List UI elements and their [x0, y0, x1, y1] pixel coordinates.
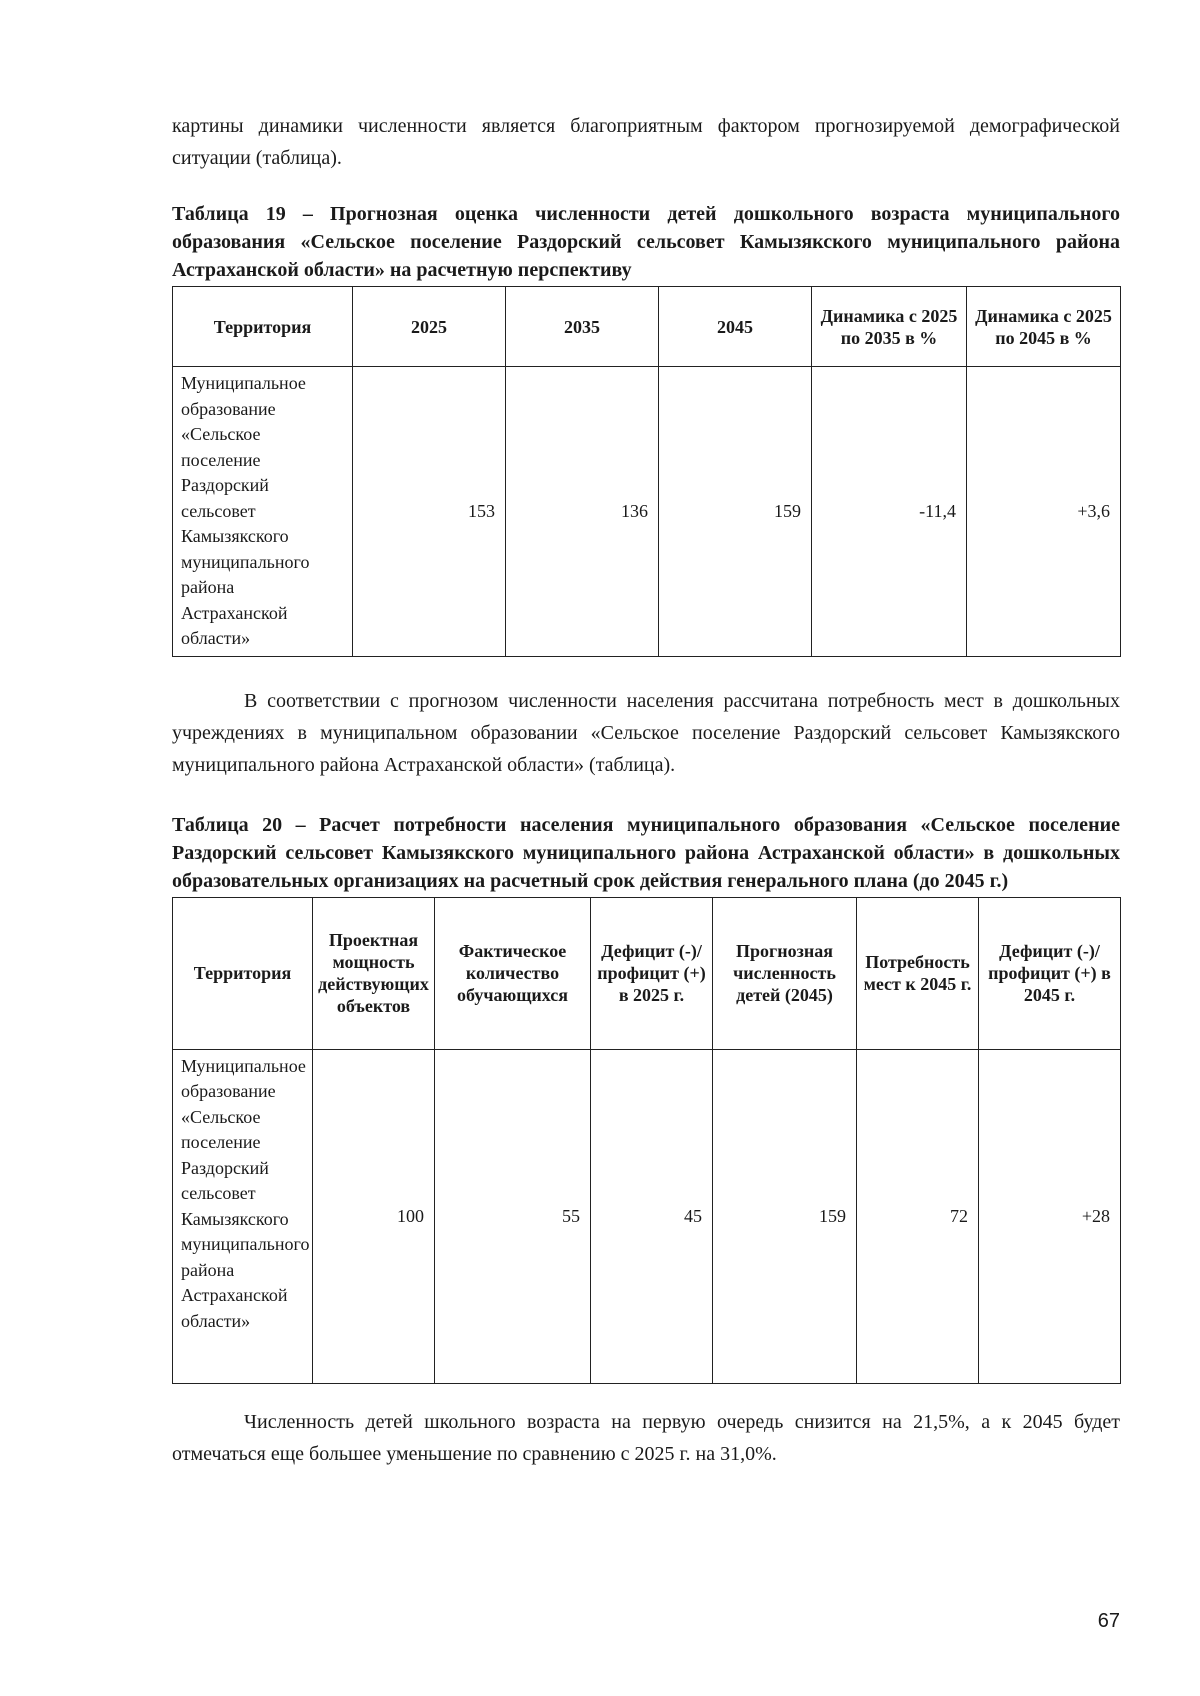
table-19-header-row: [173, 287, 1121, 367]
table-20-header-row: [173, 897, 1121, 1049]
table-19-territory-cell: Муниципальное образование «Сельское поселение Раздорский сельсовет Камызякского муниципального района Астраханской области»: [173, 367, 353, 657]
table-19-header-2035: 2035: [506, 287, 659, 367]
table-20-caption: Таблица 20 – Расчет потребности населения муниципального образования «Сельское поселение Раздорский сельсовет Камызякского муниципального района Астраханской области» в дошкольных образовательных организациях на расчетный срок действия генерального плана (до 2045 г.): [172, 813, 1120, 892]
page-content: [172, 110, 1120, 1470]
table-19-header-2045: 2045: [659, 287, 812, 367]
table-19: [172, 286, 1121, 657]
table-19-caption: Таблица 19 – Прогнозная оценка численности детей дошкольного возраста муниципального образования «Сельское поселение Раздорский сельсовет Камызякского муниципального района Астраханской области» на расчетную перспективу: [172, 203, 1120, 281]
table-20-header-places-needed: Потребность мест к 2045 г.: [857, 897, 979, 1049]
page-number: 67: [1097, 1610, 1120, 1632]
table-20-territory-cell: Муниципальное образование «Сельское поселение Раздорский сельсовет Камызякского муниципального района Астраханской области»: [173, 1049, 313, 1383]
table-19-header-2025: 2025: [353, 287, 506, 367]
table-row: [173, 1049, 1121, 1383]
table-19-value-dynamics-2045: +3,6: [967, 367, 1121, 657]
intro-paragraph: картины динамики численности является благоприятным фактором прогнозируемой демографической ситуации (таблица).: [172, 115, 1120, 169]
table-20-header-territory: Территория: [173, 897, 313, 1049]
closing-paragraph: Численность детей школьного возраста на первую очередь снизится на 21,5%, а к 2045 будет отмечаться еще большее уменьшение по сравнению с 2025 г. на 31,0%.: [172, 1410, 1120, 1465]
table-19-value-dynamics-2035: -11,4: [812, 367, 967, 657]
middle-paragraph: В соответствии с прогнозом численности населения рассчитана потребность мест в дошкольных учреждениях в муниципальном образовании «Сельское поселение Раздорский сельсовет Камызякского муниципального района Астраханской области» (таблица).: [172, 689, 1120, 776]
table-19-value-2025: 153: [353, 367, 506, 657]
table-19-header-territory: Территория: [173, 287, 353, 367]
table-19-header-dynamics-2045: Динамика с 2025 по 2045 в %: [967, 287, 1121, 367]
table-20-value-places-needed: 72: [857, 1049, 979, 1383]
table-19-value-2035: 136: [506, 367, 659, 657]
table-row: [173, 367, 1121, 657]
table-20-value-forecast-children: 159: [713, 1049, 857, 1383]
table-19-header-dynamics-2035: Динамика с 2025 по 2035 в %: [812, 287, 967, 367]
table-19-value-2045: 159: [659, 367, 812, 657]
table-20-value-balance-2025: 45: [591, 1049, 713, 1383]
table-20-header-capacity: Проектная мощность действующих объектов: [313, 897, 435, 1049]
table-20-value-capacity: 100: [313, 1049, 435, 1383]
table-20-header-actual-students: Фактическое количество обучающихся: [435, 897, 591, 1049]
table-20-value-actual-students: 55: [435, 1049, 591, 1383]
table-20-header-balance-2045: Дефицит (-)/ профицит (+) в 2045 г.: [979, 897, 1121, 1049]
table-20-header-balance-2025: Дефицит (-)/ профицит (+) в 2025 г.: [591, 897, 713, 1049]
table-20-value-balance-2045: +28: [979, 1049, 1121, 1383]
table-20: [172, 897, 1121, 1384]
table-20-header-forecast-children: Прогнозная численность детей (2045): [713, 897, 857, 1049]
